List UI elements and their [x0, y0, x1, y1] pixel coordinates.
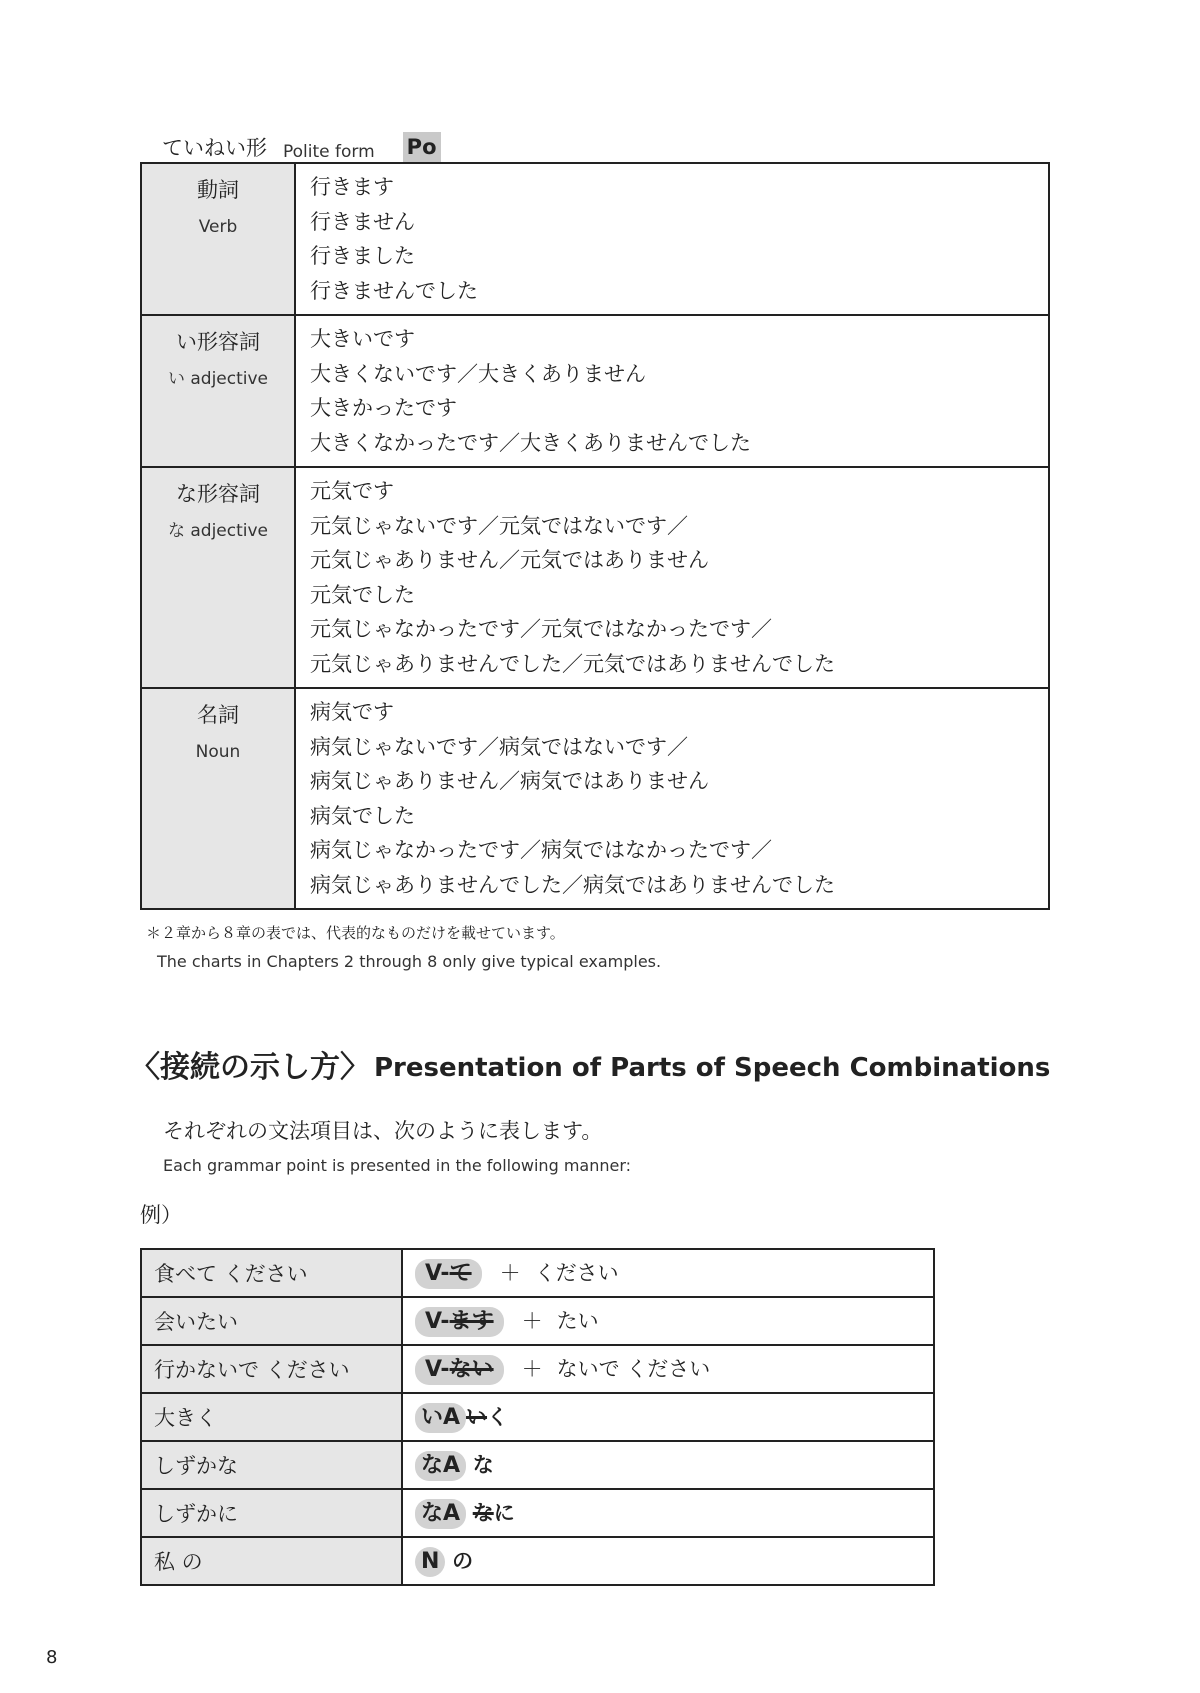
pattern-suffix: に [493, 1501, 515, 1525]
form-line: 大きかったです [310, 396, 457, 420]
form-line: 元気じゃなかったです／元気ではなかったです／ [310, 617, 772, 641]
form-line: 行きます [310, 175, 394, 199]
pattern-cell [402, 1441, 934, 1489]
table-row [141, 1489, 934, 1537]
section-title-en: Presentation of Parts of Speech Combinations [374, 1053, 1051, 1083]
form-line: 病気です [310, 700, 394, 724]
table-row [141, 315, 1049, 467]
category-cell [141, 163, 295, 315]
form-line: 病気じゃないです／病気ではないです／ [310, 734, 688, 759]
category-en: Noun [195, 742, 241, 762]
form-line: 元気です [310, 479, 394, 503]
form-line: 大きくなかったです／大きくありませんでした [310, 430, 751, 455]
form-line: 行きませんでした [310, 278, 478, 303]
pattern-cell [402, 1393, 934, 1441]
polite-form-title: ていねい形 [162, 136, 267, 160]
pattern-suffix: たい [556, 1309, 599, 1333]
pattern-suffix: ないで ください [556, 1357, 711, 1381]
table-row [141, 467, 1049, 688]
chart-note-jp: ＊２章から８章の表では、代表的なものだけを載せています。 [146, 924, 565, 942]
polite-form-badge: Po [403, 132, 441, 162]
pill-strike: な [472, 1501, 494, 1525]
pill-strike: い [466, 1405, 488, 1429]
forms-cell [295, 688, 1049, 909]
form-line: 大きいです [310, 327, 415, 351]
example-text: 会いたい [141, 1297, 402, 1345]
pill-strike: ない [449, 1357, 494, 1382]
section-title [130, 1046, 1050, 1090]
pattern-pill [415, 1355, 504, 1385]
table-row [141, 1249, 934, 1297]
pill-main: V- [425, 1309, 450, 1334]
section-title-jp: 〈接続の示し方〉 [130, 1050, 370, 1085]
pattern-pill [415, 1451, 466, 1481]
table-row [141, 1441, 934, 1489]
table-row [141, 1297, 934, 1345]
pill-main: なA [421, 1501, 461, 1526]
forms-cell [295, 315, 1049, 467]
pattern-cell [402, 1297, 934, 1345]
example-label: 例） [140, 1203, 182, 1227]
form-line: 元気じゃありませんでした／元気ではありませんでした [310, 651, 835, 676]
plus-sign: ＋ [521, 1357, 543, 1381]
pattern-pill [415, 1547, 445, 1577]
pattern-pill [415, 1499, 466, 1529]
pill-main: なA [421, 1453, 461, 1478]
form-line: 行きません [310, 209, 415, 234]
plus-sign: ＋ [499, 1261, 521, 1285]
pattern-cell [402, 1249, 934, 1297]
polite-form-header [162, 118, 441, 162]
form-line: 行きました [310, 244, 415, 268]
polite-form-table [140, 162, 1050, 910]
category-cell [141, 467, 295, 688]
table-row [141, 1393, 934, 1441]
category-jp: 名詞 [197, 703, 239, 727]
pattern-cell [402, 1345, 934, 1393]
form-line: 病気じゃありません／病気ではありません [310, 769, 709, 793]
example-text: しずかに [141, 1489, 402, 1537]
category-cell [141, 315, 295, 467]
table-row [141, 1537, 934, 1585]
form-line: 病気じゃありませんでした／病気ではありませんでした [310, 872, 835, 897]
example-text: 食べて ください [141, 1249, 402, 1297]
category-jp: 動詞 [197, 178, 239, 202]
pattern-suffix: の [452, 1549, 474, 1573]
pattern-suffix: な [472, 1453, 494, 1477]
pattern-pill [415, 1307, 504, 1337]
category-cell [141, 688, 295, 909]
pill-main: V- [425, 1261, 450, 1286]
pill-main: V- [425, 1357, 450, 1382]
table-row [141, 1345, 934, 1393]
category-en: Verb [198, 217, 238, 237]
pill-strike: て [449, 1261, 472, 1286]
example-text: 行かないで ください [141, 1345, 402, 1393]
pill-strike: ます [449, 1309, 494, 1334]
forms-cell [295, 163, 1049, 315]
page-number: 8 [46, 1647, 58, 1668]
form-line: 大きくないです／大きくありません [310, 361, 646, 386]
form-line: 病気でした [310, 803, 415, 828]
pattern-cell [402, 1537, 934, 1585]
pattern-suffix: く [487, 1405, 509, 1429]
category-jp: な形容詞 [176, 482, 260, 506]
category-jp: い形容詞 [176, 330, 260, 354]
example-text: 大きく [141, 1393, 402, 1441]
table-row [141, 163, 1049, 315]
example-text: 私 の [141, 1537, 402, 1585]
pattern-pill [415, 1403, 466, 1433]
example-table [140, 1248, 935, 1586]
pill-main: N [421, 1549, 440, 1574]
intro-jp: それぞれの文法項目は、次のように表します。 [163, 1119, 603, 1143]
pill-main: いA [421, 1405, 461, 1430]
pattern-cell [402, 1489, 934, 1537]
forms-cell [295, 467, 1049, 688]
polite-form-subtitle: Polite form [283, 142, 375, 162]
table-row [141, 688, 1049, 909]
form-line: 元気でした [310, 582, 415, 607]
category-en: い adjective [167, 369, 269, 389]
example-text: しずかな [141, 1441, 402, 1489]
form-line: 病気じゃなかったです／病気ではなかったです／ [310, 838, 772, 862]
chart-note-en: The charts in Chapters 2 through 8 only give typical examples. [157, 952, 662, 971]
intro-en: Each grammar point is presented in the following manner: [163, 1156, 632, 1175]
form-line: 元気じゃないです／元気ではないです／ [310, 513, 688, 538]
category-en: な adjective [167, 521, 269, 541]
form-line: 元気じゃありません／元気ではありません [310, 548, 709, 572]
pattern-suffix: ください [534, 1261, 619, 1285]
pattern-pill [415, 1259, 482, 1289]
plus-sign: ＋ [521, 1309, 543, 1333]
